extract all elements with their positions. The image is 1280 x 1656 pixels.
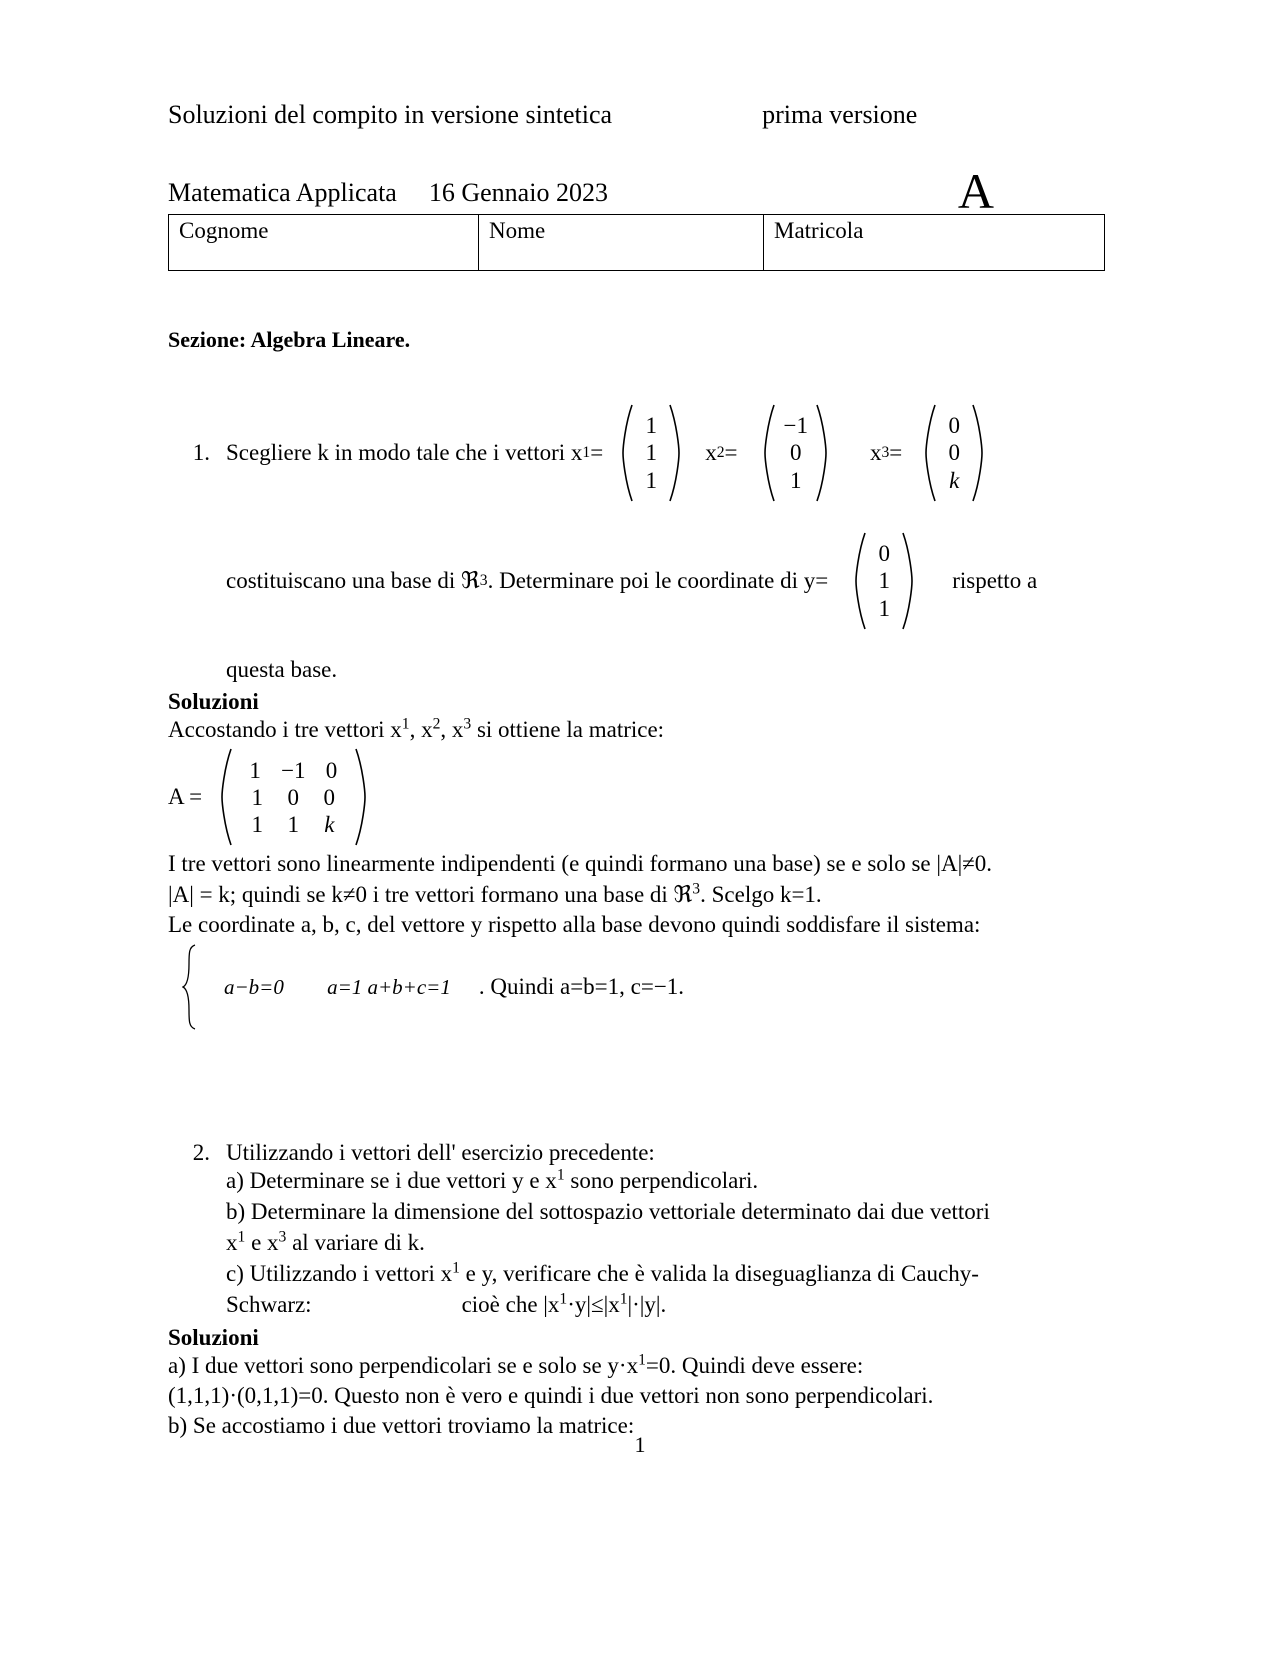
vector-row: [780, 467, 810, 494]
vector-row: [941, 467, 967, 494]
document-header-row-1: [168, 100, 1056, 140]
matrix-a-cells: [232, 757, 354, 838]
left-paren-icon: [854, 531, 866, 631]
equation-2: a=1: [327, 974, 363, 999]
solutions-1-line-2: I tre vettori sono linearmente indipendenti (e quindi formano una base) se e solo se |A|≠0.: [168, 851, 993, 877]
page-number: 1: [634, 1432, 646, 1457]
page-content: [168, 100, 1056, 1442]
part-c-text-2: e y, verificare che è valida la diseguaglianza di Cauchy-: [459, 1260, 979, 1286]
exam-version-label: prima versione: [762, 100, 918, 129]
student-id-table: [168, 214, 1105, 271]
cell: 0: [323, 784, 336, 810]
exercise-1-line-1: [168, 403, 1056, 503]
cell: 1: [251, 784, 264, 810]
table-row: [237, 811, 349, 838]
cell: 0: [948, 413, 961, 439]
exercise-2-line-b2: [168, 1228, 1056, 1259]
cell: 1: [645, 467, 657, 493]
x1-equals: =: [590, 440, 604, 465]
table-row: [237, 757, 349, 784]
section-heading: Sezione: Algebra Lineare.: [168, 327, 411, 352]
sol1-text-a: Accostando i tre vettori x: [168, 717, 402, 742]
cell: 1: [251, 811, 264, 837]
exercise-2-line-c2: [168, 1290, 1056, 1321]
exercise-1-statement-end: questa base.: [226, 657, 338, 682]
r3-superscript: 3: [692, 880, 701, 898]
exercise-1-line-2: [168, 531, 1056, 631]
cell: 0: [789, 440, 802, 466]
sol2-superscript: 1: [638, 1350, 646, 1368]
exercise-2-part-c: [226, 1259, 1056, 1290]
right-paren-icon: [972, 403, 984, 503]
part-a-superscript: 1: [556, 1166, 565, 1184]
field-cognome[interactable]: Cognome: [169, 215, 479, 271]
exercise-1-line-3: [168, 657, 1056, 683]
vector-x2-cells: [775, 412, 815, 493]
cell: k: [324, 811, 335, 837]
x2-label: x: [705, 440, 717, 465]
part-a-text-1: a) Determinare se i due vettori y e x: [226, 1168, 557, 1194]
exercise-2-part-b: b) Determinare la dimensione del sottospazio vettoriale determinato dai due vettori: [226, 1199, 990, 1225]
cell: 1: [878, 595, 890, 621]
sol1-text-c: , x: [440, 717, 464, 742]
vector-y: [854, 531, 914, 631]
base-text-a: costituiscano una base di ℜ: [226, 568, 480, 593]
sol1-sup-3: 3: [463, 715, 472, 733]
cauchy-sup-2: 1: [619, 1290, 628, 1308]
part-c-text-1: c) Utilizzando i vettori x: [226, 1260, 453, 1286]
part-b-text-1: x: [226, 1230, 238, 1256]
exercise-2-part-c-cont: [226, 1290, 1056, 1321]
vector-y-cells: [866, 540, 902, 621]
exercise-2-line-c: [168, 1259, 1056, 1290]
cauchy-text-3: |·|y|.: [627, 1291, 667, 1317]
part-b-text-3: al variare di k.: [286, 1230, 425, 1256]
left-brace-icon: [182, 944, 198, 1030]
exercise-1-number: 1.: [192, 440, 210, 465]
sol1-sup-1: 1: [401, 715, 410, 733]
vector-row: [871, 567, 897, 594]
linear-system: [168, 944, 1056, 1030]
solutions-1-line-4: Le coordinate a, b, c, del vettore y rispetto alla base devono quindi soddisfare il sistema:: [168, 912, 981, 938]
course-name: Matematica Applicata: [168, 178, 397, 207]
cell: 0: [287, 784, 300, 810]
document-header-row-2: [168, 162, 1056, 219]
vector-row: [638, 467, 664, 494]
exercise-2-part-a: [226, 1166, 1056, 1197]
vector-row: [638, 439, 664, 466]
exercise-2: [168, 1140, 1056, 1320]
part-b-sup-1: 1: [237, 1228, 246, 1246]
right-paren-icon: [355, 747, 367, 847]
schwarz-label: Schwarz:: [226, 1291, 312, 1317]
cell: 1: [645, 413, 657, 439]
right-paren-icon: [669, 403, 681, 503]
field-matricola[interactable]: Matricola: [764, 215, 1105, 271]
sol1-text-b: , x: [409, 717, 433, 742]
exercise-2-number: 2.: [192, 1140, 210, 1166]
exercise-2-intro: Utilizzando i vettori dell' esercizio precedente:: [226, 1140, 655, 1166]
x3-label: x: [869, 440, 882, 465]
left-paren-icon: [763, 403, 775, 503]
cell: 1: [878, 568, 890, 594]
exam-variant-letter: A: [957, 163, 994, 219]
solutions-1-line-3: [168, 880, 1056, 910]
sol1-line3-b: . Scelgo k=1.: [700, 881, 822, 907]
right-paren-icon: [816, 403, 828, 503]
exercise-2-line-b: [168, 1197, 1056, 1228]
vector-x2: [763, 403, 827, 503]
x2-equals: =: [724, 440, 738, 465]
x3-equals: =: [889, 440, 903, 465]
solutions-1: [168, 689, 1056, 1030]
matrix-a-line: [168, 747, 1056, 847]
vector-row: [638, 412, 664, 439]
exercise-1-text: Scegliere k in modo tale che i vettori x: [226, 440, 583, 465]
exercise-2-line-a: [168, 1166, 1056, 1197]
solutions-1-heading: Soluzioni: [168, 689, 259, 714]
table-row: [169, 215, 1105, 271]
vector-x3: [924, 403, 984, 503]
system-equations: [198, 973, 451, 1003]
cell: 0: [325, 757, 338, 783]
exercise-2-line-1: [168, 1140, 1056, 1166]
equation-1: a−b=0: [224, 974, 284, 999]
vector-row: [871, 595, 897, 622]
cell: −1: [783, 413, 808, 439]
solutions-2-line-1: [168, 1351, 1056, 1381]
solutions-2: [168, 1325, 1056, 1442]
cell: −1: [281, 757, 306, 783]
cell: 1: [789, 467, 802, 493]
exercise-1-statement: Scegliere k in modo tale che i vettori x 1 = 1 1 1 x 2 = −1 0 1 x 3 = 0 0 k: [226, 403, 1056, 503]
sol1-sup-2: 2: [432, 715, 441, 733]
table-row: [237, 784, 349, 811]
cell: 0: [948, 440, 961, 466]
solutions-1-line-1: [168, 715, 1056, 745]
sol1-text-d: si ottiene la matrice:: [471, 717, 665, 742]
matrix-a-label: A =: [168, 784, 203, 810]
cell: 1: [249, 757, 261, 783]
matrix-a: [220, 747, 366, 847]
vector-row: [941, 412, 967, 439]
exercise-1-statement-cont: costituiscano una base di ℜ 3 . Determinare poi le coordinate di y= 0 1 1 rispetto a: [226, 531, 1056, 631]
system-conclusion: . Quindi a=b=1, c=−1.: [478, 974, 685, 1000]
cell: 0: [878, 541, 890, 567]
cell: 1: [645, 440, 657, 466]
vector-row: [780, 439, 810, 466]
sol2-text-b: =0. Quindi deve essere:: [645, 1352, 864, 1378]
part-c-superscript: 1: [452, 1259, 460, 1277]
left-paren-icon: [924, 403, 936, 503]
cauchy-sup-1: 1: [559, 1290, 568, 1308]
base-text-c: rispetto a: [952, 568, 1038, 593]
vector-row: [871, 540, 897, 567]
cell: k: [949, 467, 960, 493]
vector-x1: [621, 403, 681, 503]
equation-3: a+b+c=1: [367, 974, 451, 999]
cell: 1: [287, 811, 300, 837]
left-paren-icon: [621, 403, 633, 503]
cauchy-text-1: cioè che |x: [461, 1291, 560, 1317]
left-paren-icon: [220, 747, 232, 847]
solutions-2-line-2: (1,1,1)·(0,1,1)=0. Questo non è vero e quindi i due vettori non sono perpendicolari.: [168, 1382, 934, 1408]
solutions-2-line-3: b) Se accostiamo i due vettori troviamo la matrice:: [168, 1413, 635, 1439]
exercise-1: [168, 403, 1056, 683]
part-b-sup-2: 3: [278, 1228, 287, 1246]
vector-row: [780, 412, 810, 439]
base-text-b: . Determinare poi le coordinate di y=: [487, 568, 829, 593]
part-a-text-2: sono perpendicolari.: [564, 1168, 759, 1194]
vector-x1-cells: [633, 412, 669, 493]
document-title: Soluzioni del compito in versione sintetica: [168, 100, 613, 129]
exercise-2-part-b-cont: [226, 1228, 1056, 1259]
vector-row: [941, 439, 967, 466]
cauchy-text-2: ·y|≤|x: [567, 1291, 620, 1317]
vector-x3-cells: [936, 412, 972, 493]
exam-date: 16 Gennaio 2023: [428, 178, 608, 207]
part-b-text-2: e x: [245, 1230, 279, 1256]
solutions-2-heading: Soluzioni: [168, 1324, 259, 1350]
right-paren-icon: [902, 531, 914, 631]
sol1-line3-a: |A| = k; quindi se k≠0 i tre vettori formano una base di ℜ: [168, 881, 693, 907]
field-nome[interactable]: Nome: [479, 215, 764, 271]
sol2-text-a: a) I due vettori sono perpendicolari se e solo se y·x: [168, 1352, 639, 1378]
